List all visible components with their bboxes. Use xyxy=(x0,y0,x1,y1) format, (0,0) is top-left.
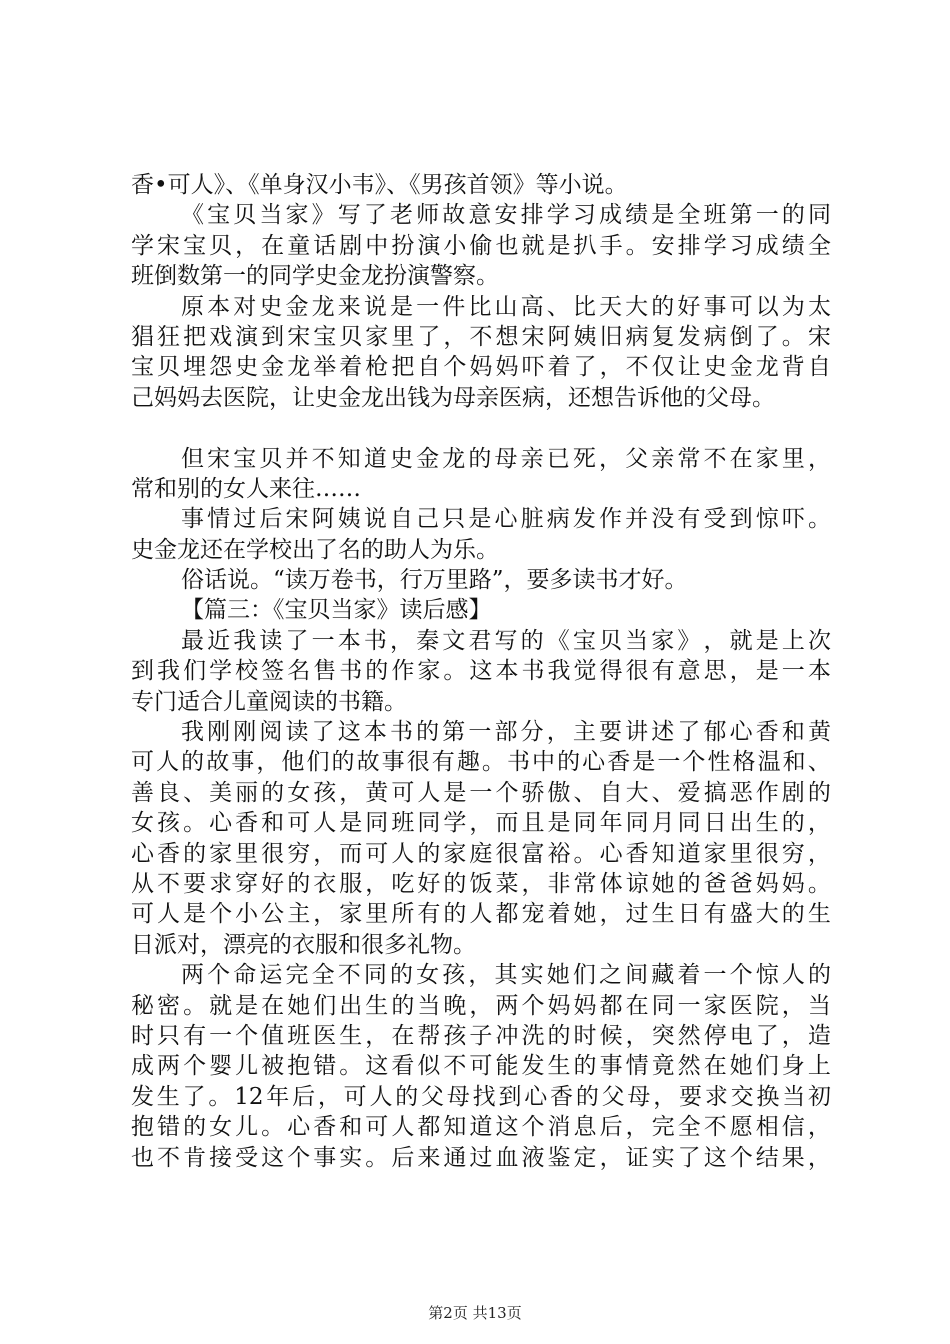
text-line: 专门适合儿童阅读的书籍。 xyxy=(131,688,407,715)
page-footer: 第2页 共13页 xyxy=(428,1304,522,1322)
text-line: 抱 错 的 女 儿 。 心 香 和 可 人 都 知 道 这 个 消 息 后 ， 完 全 不 愿 相 信 ， xyxy=(131,1114,831,1141)
text-line: 可 人 的 故 事 ， 他 们 的 故 事 很 有 趣 。 书 中 的 心 香 是 一 个 性 格 温 和 、 xyxy=(131,749,831,776)
text-line: 史金龙还在学校出了名的助人为乐。 xyxy=(131,536,499,563)
text-line: 心 香 的 家 里 很 穷 ， 而 可 人 的 家 庭 很 富 裕 。 心 香 知 道 家 里 很 穷 ， xyxy=(131,840,831,867)
body-text xyxy=(131,170,831,1173)
text-line: 学 宋 宝 贝 ， 在 童 话 剧 中 扮 演 小 偷 也 就 是 扒 手 。 安 排 学 习 成 绩 全 xyxy=(131,232,831,259)
text-line: 可 人 是 个 小 公 主 ， 家 里 所 有 的 人 都 宠 着 她 ， 过 生 日 有 盛 大 的 生 xyxy=(131,901,831,928)
text-line: 《 宝 贝 当 家 》 写 了 老 师 故 意 安 排 学 习 成 绩 是 全 班 第 一 的 同 xyxy=(181,202,831,229)
text-line: 两 个 命 运 完 全 不 同 的 女 孩 ， 其 实 她 们 之 间 藏 着 一 个 惊 人 的 xyxy=(181,962,831,989)
text-line: 时 只 有 一 个 值 班 医 生 ， 在 帮 孩 子 冲 洗 的 时 候 ， 突 然 停 电 了 ， 造 xyxy=(131,1022,831,1049)
text-line: 女 孩 。 心 香 和 可 人 是 同 班 同 学 ， 而 且 是 同 年 同 月 同 日 出 生 的 ， xyxy=(131,810,831,837)
text-line: 到 我 们 学 校 签 名 售 书 的 作 家 。 这 本 书 我 觉 得 很 有 意 思 ， 是 一 本 xyxy=(131,658,831,685)
text-line: 最 近 我 读 了 一 本 书 ， 秦 文 君 写 的 《 宝 贝 当 家 》 ， 就 是 上 次 xyxy=(181,627,831,654)
blank-line xyxy=(131,413,831,443)
text-line: 从 不 要 求 穿 好 的 衣 服 ， 吃 好 的 饭 菜 ， 非 常 体 谅 她 的 爸 爸 妈 妈 。 xyxy=(131,870,831,897)
text-line: 原 本 对 史 金 龙 来 说 是 一 件 比 山 高 、 比 天 大 的 好 事 可 以 为 太 xyxy=(181,293,831,320)
text-line: 日派对，漂亮的衣服和很多礼物。 xyxy=(131,931,476,958)
text-line: 发 生 了 。 12 年 后 ， 可 人 的 父 母 找 到 心 香 的 父 母 ， 要 求 交 换 当 初 xyxy=(131,1083,831,1110)
text-line: 常和别的女人来往…… xyxy=(131,475,361,502)
text-line: 俗话说。“读万卷书，行万里路”，要多读书才好。 xyxy=(181,567,688,594)
text-line: 班倒数第一的同学史金龙扮演警察。 xyxy=(131,263,499,290)
text-line: 善 良 、 美 丽 的 女 孩 ， 黄 可 人 是 一 个 骄 傲 、 自 大 、 爱 搞 恶 作 剧 的 xyxy=(131,779,831,806)
text-line: 秘 密 。 就 是 在 她 们 出 生 的 当 晚 ， 两 个 妈 妈 都 在 同 一 家 医 院 ， 当 xyxy=(131,992,831,1019)
text-line: 己妈妈去医院，让史金龙出钱为母亲医病，还想告诉他的父母。 xyxy=(131,384,775,411)
text-line: 猖 狂 把 戏 演 到 宋 宝 贝 家 里 了 ， 不 想 宋 阿 姨 旧 病 复 发 病 倒 了 。 宋 xyxy=(131,323,831,350)
text-line: 但 宋 宝 贝 并 不 知 道 史 金 龙 的 母 亲 已 死 ， 父 亲 常 不 在 家 里 ， xyxy=(181,445,831,472)
text-line: 【篇三：《宝贝当家》读后感】 xyxy=(181,597,492,624)
text-line: 香•可人》、《单身汉小韦》、《男孩首领》等小说。 xyxy=(131,172,628,198)
text-line: 我 刚 刚 阅 读 了 这 本 书 的 第 一 部 分 ， 主 要 讲 述 了 郁 心 香 和 黄 xyxy=(181,719,831,746)
text-line: 事 情 过 后 宋 阿 姨 说 自 己 只 是 心 脏 病 发 作 并 没 有 受 到 惊 吓 。 xyxy=(181,506,831,533)
text-line: 成 两 个 婴 儿 被 抱 错 。 这 看 似 不 可 能 发 生 的 事 情 竟 然 在 她 们 身 上 xyxy=(131,1053,831,1080)
text-line: 也 不 肯 接 受 这 个 事 实 。 后 来 通 过 血 液 鉴 定 ， 证 实 了 这 个 结 果 ， xyxy=(131,1144,831,1171)
text-line: 宝 贝 埋 怨 史 金 龙 举 着 枪 把 自 个 妈 妈 吓 着 了 ， 不 仅 让 史 金 龙 背 自 xyxy=(131,354,831,381)
